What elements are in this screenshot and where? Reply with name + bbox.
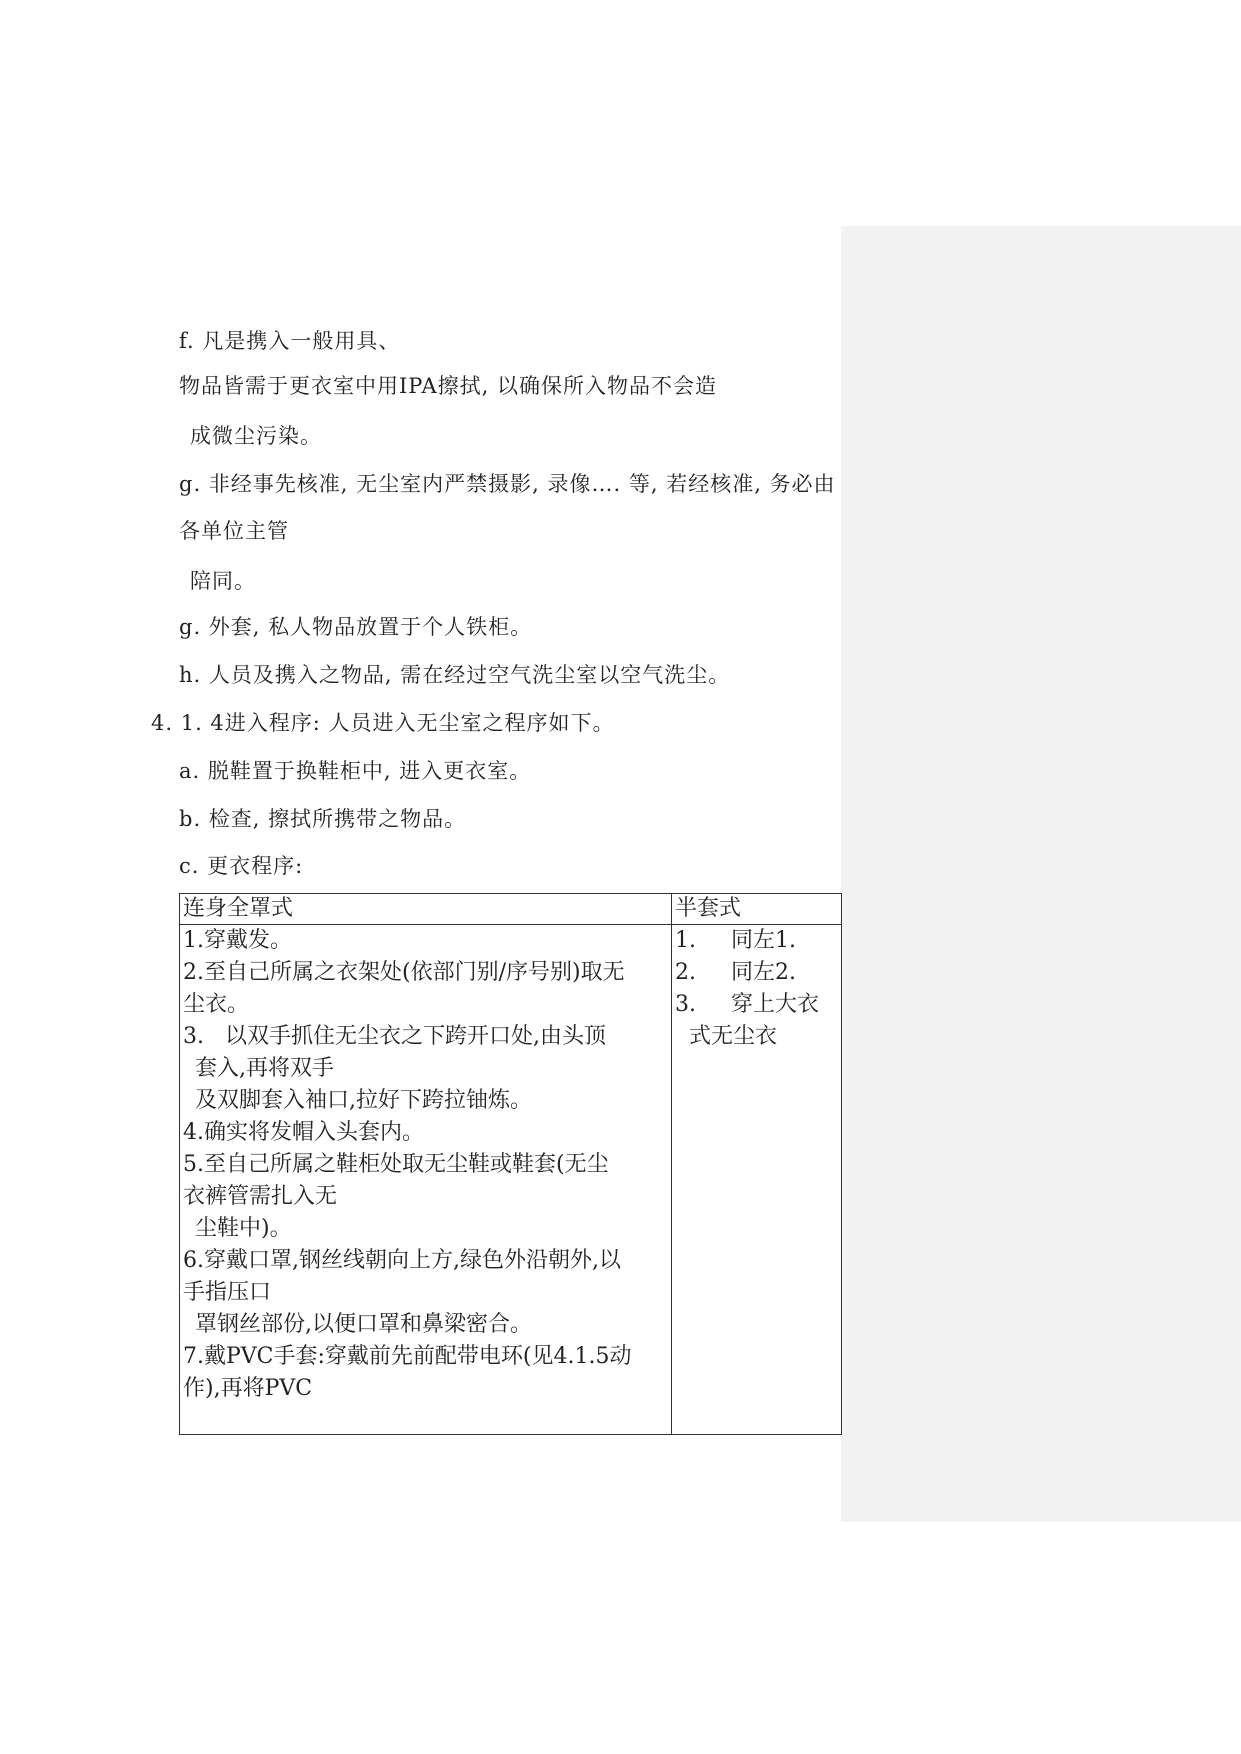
step-b: b. 检查, 擦拭所携带之物品。 xyxy=(179,807,467,831)
section-heading: 4. 1. 4进入程序: 人员进入无尘室之程序如下。 xyxy=(151,711,615,735)
table-row xyxy=(180,925,842,1435)
table-line: 罩钢丝部份,以便口罩和鼻梁密合。 xyxy=(195,1312,532,1337)
list-item: 2. 同左2. xyxy=(675,960,796,985)
table-line: 尘衣。 xyxy=(183,992,250,1017)
table-line: 6.穿戴口罩,钢丝线朝向上方,绿色外沿朝外,以 xyxy=(183,1248,621,1273)
paragraph-g-cont: 各单位主管 xyxy=(179,519,289,543)
table-line: 1.穿戴发。 xyxy=(183,928,292,953)
paragraph-f-cont: 物品皆需于更衣室中用IPA擦拭, 以确保所入物品不会造 xyxy=(179,374,718,398)
paragraph-f-cont2: 成微尘污染。 xyxy=(190,424,322,448)
paragraph-h: h. 人员及携入之物品, 需在经过空气洗尘室以空气洗尘。 xyxy=(179,663,731,687)
table-line: 3. 以双手抓住无尘衣之下跨开口处,由头顶 xyxy=(183,1024,606,1049)
paragraph-f: f. 凡是携入一般用具、 xyxy=(179,329,401,353)
table-line: 衣裤管需扎入无 xyxy=(183,1184,338,1209)
list-item: 3. 穿上大衣 xyxy=(675,992,820,1017)
table-line: 5.至自己所属之鞋柜处取无尘鞋或鞋套(无尘 xyxy=(183,1152,609,1177)
step-c: c. 更衣程序: xyxy=(179,854,304,878)
table-line: 尘鞋中)。 xyxy=(195,1216,292,1241)
header-half-suit: 半套式 xyxy=(672,894,842,925)
full-suit-steps xyxy=(180,925,672,1435)
paragraph-g-cont2: 陪同。 xyxy=(190,569,256,593)
table-header-row xyxy=(180,894,842,925)
table-line: 作),再将PVC xyxy=(183,1376,313,1401)
step-a: a. 脱鞋置于换鞋柜中, 进入更衣室。 xyxy=(179,759,532,783)
paragraph-g2: g. 外套, 私人物品放置于个人铁柜。 xyxy=(179,615,533,639)
table-line: 2.至自己所属之衣架处(依部门别/序号别)取无 xyxy=(183,960,625,985)
table-line: 4.确实将发帽入头套内。 xyxy=(183,1120,424,1145)
header-full-suit: 连身全罩式 xyxy=(180,894,672,925)
step-3-text: 以双手抓住无尘衣之下跨开口处,由头顶 xyxy=(225,1024,606,1049)
list-item: 1. 同左1. xyxy=(675,928,796,953)
half-suit-steps xyxy=(672,925,842,1435)
dress-procedure-table xyxy=(179,893,842,1435)
table-line: 手指压口 xyxy=(183,1280,272,1305)
table-line: 及双脚套入袖口,拉好下跨拉铀炼。 xyxy=(195,1088,532,1113)
table-line: 套入,再将双手 xyxy=(195,1056,334,1081)
comment-margin-panel xyxy=(841,226,1241,1522)
paragraph-g: g. 非经事先核准, 无尘室内严禁摄影, 录像…. 等, 若经核准, 务必由 xyxy=(179,472,836,496)
list-item: 式无尘衣 xyxy=(689,1024,778,1049)
table-line: 7.戴PVC手套:穿戴前先前配带电环(见4.1.5动 xyxy=(183,1344,632,1369)
